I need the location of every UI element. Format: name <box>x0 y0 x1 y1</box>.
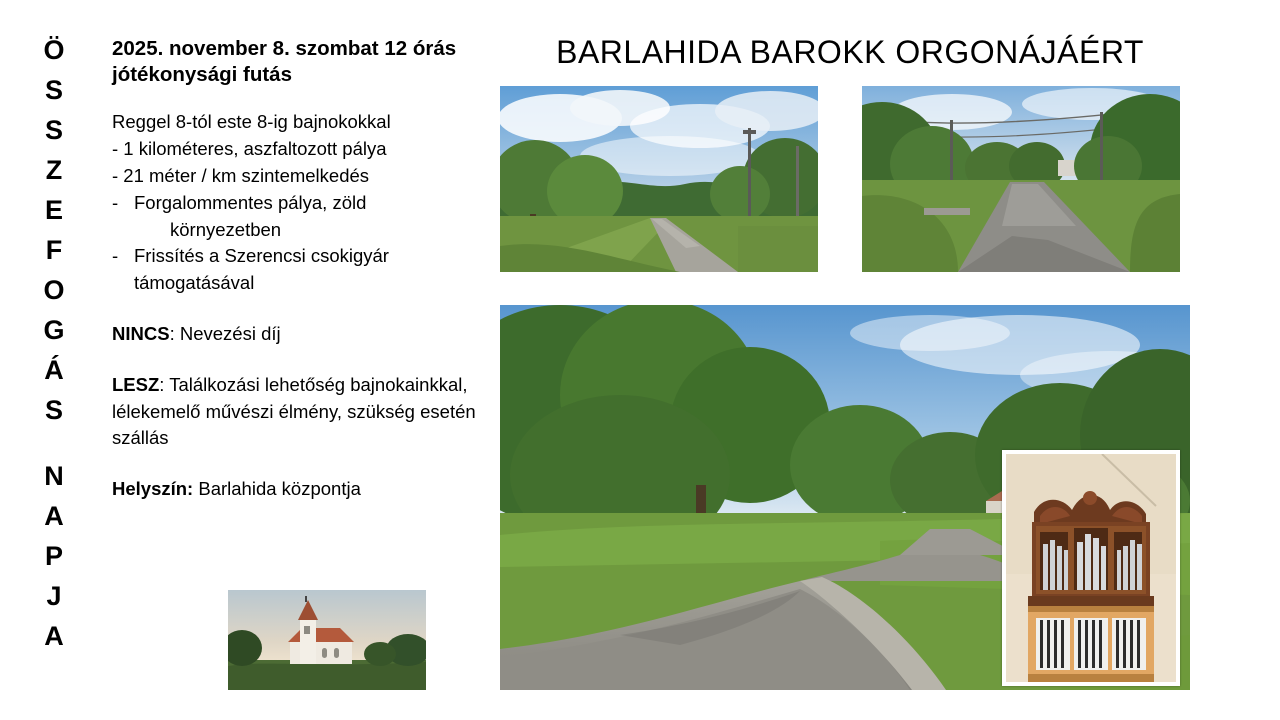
entry-fee-text: : Nevezési díj <box>169 322 281 344</box>
detail-bullet-traffic-free <box>112 190 482 217</box>
event-date: 2025. november 8. szombat <box>112 37 379 60</box>
vertical-letter: S <box>44 75 63 105</box>
page-title: BARLAHIDA BAROKK ORGONÁJÁÉRT <box>556 34 1144 70</box>
photo-village-church-graphic <box>228 590 426 690</box>
offer-line-3: lélekemelő művészi élmény, <box>112 400 342 422</box>
detail-hours: Reggel 8-tól este 8-ig bajnokokkal <box>112 111 391 133</box>
offer-line-4: szükség esetén szállás <box>112 400 476 449</box>
detail-bullet-refreshment <box>112 243 482 270</box>
detail-bullet-refreshment-cont: támogatásával <box>134 272 255 294</box>
entry-fee-paragraph <box>112 321 482 348</box>
offer-label: LESZ <box>112 373 160 395</box>
event-subtitle: 12 órás jótékonysági futás <box>112 37 457 86</box>
bullet-text: Frissítés a Szerencsi csokigyár <box>134 245 389 267</box>
detail-bullet-traffic-free-cont: környezetben <box>170 218 282 240</box>
vertical-title-osszefogas-napja <box>28 30 80 656</box>
photo-baroque-organ <box>1002 450 1180 686</box>
bullet-text: Forgalommentes pálya, zöld <box>134 191 367 213</box>
offer-paragraph <box>112 372 482 452</box>
vertical-letter: A <box>44 621 64 651</box>
left-text-column <box>112 36 482 521</box>
offer-text: : Találkozási lehetőség <box>159 373 346 395</box>
photo-baroque-organ-graphic <box>1006 454 1176 682</box>
vertical-letter: Ö <box>43 35 65 65</box>
photo-village-church <box>228 590 426 690</box>
vertical-letter: S <box>44 395 63 425</box>
vertical-letter: N <box>44 461 64 491</box>
photo-village-road-graphic <box>862 86 1180 272</box>
vertical-letter: Á <box>44 355 64 385</box>
vertical-letter: O <box>43 275 65 305</box>
organ-case <box>1028 491 1154 682</box>
photo-village-road <box>862 86 1180 272</box>
bullet-dash: - <box>112 245 119 267</box>
event-headline <box>112 36 482 87</box>
photo-asphalt-path <box>500 86 818 272</box>
venue-paragraph <box>112 476 482 503</box>
bullet-dash: - <box>112 191 119 213</box>
vertical-letter: E <box>44 195 63 225</box>
detail-elevation: - 21 méter / km szintemelkedés <box>112 164 370 186</box>
entry-fee-label: NINCS <box>112 322 170 344</box>
venue-label: Helyszín: <box>112 478 194 500</box>
photo-asphalt-path-graphic <box>500 86 818 272</box>
vertical-letter: P <box>44 541 63 571</box>
detail-track-length: - 1 kilométeres, aszfaltozott pálya <box>112 138 387 160</box>
vertical-letter: J <box>46 581 62 611</box>
vertical-letter: S <box>44 115 63 145</box>
venue-text: Barlahida központja <box>193 478 361 500</box>
vertical-letter: G <box>43 315 65 345</box>
vertical-letter: F <box>45 235 63 265</box>
event-details-list <box>112 109 482 297</box>
offer-line-2: bajnokainkkal, <box>350 373 468 395</box>
vertical-letter: A <box>44 501 64 531</box>
vertical-letter: Z <box>45 155 63 185</box>
